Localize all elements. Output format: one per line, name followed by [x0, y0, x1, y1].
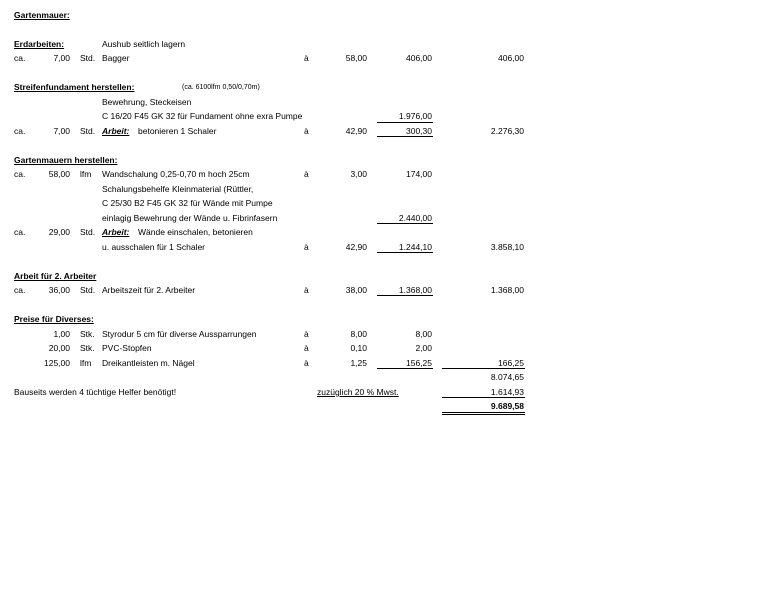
prefix: ca. — [14, 285, 26, 295]
underline — [377, 252, 433, 253]
a-symbol: à — [304, 169, 309, 179]
fundament-line-2-sum: 1.976,00 — [398, 111, 432, 121]
description: Bagger — [102, 53, 130, 63]
unit-price: 3,00 — [350, 169, 367, 179]
a-symbol: à — [304, 126, 309, 136]
quantity: 29,00 — [48, 227, 70, 237]
mwst-amount: 1.614,93 — [490, 387, 524, 397]
item-total: 3.858,10 — [490, 242, 524, 252]
quantity: 7,00 — [53, 126, 70, 136]
description: Dreikantleisten m. Nägel — [102, 358, 195, 368]
a-symbol: à — [304, 358, 309, 368]
mauer-line-6: u. ausschalen für 1 Schaler — [102, 242, 206, 252]
double-underline — [442, 414, 525, 415]
unit-price: 42,90 — [345, 242, 367, 252]
prefix: ca. — [14, 126, 26, 136]
a-symbol: à — [304, 285, 309, 295]
item-sum: 8,00 — [415, 329, 432, 339]
unit: Stk. — [80, 329, 95, 339]
arbeit-label: Arbeit: — [102, 227, 130, 237]
item-total: 406,00 — [498, 53, 524, 63]
description: Styrodur 5 cm für diverse Aussparrungen — [102, 329, 257, 339]
unit: Stk. — [80, 343, 95, 353]
erdarbeiten-desc: Aushub seitlich lagern — [102, 39, 186, 49]
unit: Std. — [80, 126, 96, 136]
section-heading-arbeiter: Arbeit für 2. Arbeiter — [14, 271, 97, 281]
prefix: ca. — [14, 227, 26, 237]
item-sum: 300,30 — [406, 126, 432, 136]
item-sum: 1.368,00 — [398, 285, 432, 295]
item-sum: 406,00 — [406, 53, 432, 63]
unit: Std. — [80, 285, 96, 295]
fundament-line-2: C 16/20 F45 GK 32 für Fundament ohne exra Pumpe — [102, 111, 303, 121]
underline — [377, 368, 433, 369]
unit-price: 42,90 — [345, 126, 367, 136]
mauer-line-4-sum: 2.440,00 — [398, 213, 432, 223]
quantity: 58,00 — [48, 169, 70, 179]
a-symbol: à — [304, 53, 309, 63]
page-title: Gartenmauer: — [14, 10, 70, 20]
quantity: 20,00 — [48, 343, 70, 353]
item-total: 166,25 — [498, 358, 524, 368]
grand-total: 9.689,58 — [490, 401, 524, 411]
quantity: 125,00 — [44, 358, 70, 368]
underline — [377, 295, 433, 296]
underline — [377, 223, 433, 224]
mauer-line-4: einlagig Bewehrung der Wände u. Fibrinfasern — [102, 213, 278, 223]
mauer-line-2: Schalungsbehelfe Kleinmaterial (Rüttler, — [102, 184, 254, 194]
item-sum: 1.244,10 — [398, 242, 432, 252]
section-heading-fundament: Streifenfundament herstellen: — [14, 82, 135, 92]
double-underline — [442, 412, 525, 413]
a-symbol: à — [304, 242, 309, 252]
underline — [442, 397, 525, 398]
item-sum: 156,25 — [406, 358, 432, 368]
underline — [442, 368, 525, 369]
fundament-line-1: Bewehrung, Steckeisen — [102, 97, 192, 107]
description: betonieren 1 Schaler — [138, 126, 217, 136]
description: Wandschalung 0,25-0,70 m hoch 25cm — [102, 169, 250, 179]
item-total: 1.368,00 — [490, 285, 524, 295]
a-symbol: à — [304, 329, 309, 339]
prefix: ca. — [14, 169, 26, 179]
unit: lfm — [80, 169, 92, 179]
unit-price: 38,00 — [345, 285, 367, 295]
unit: lfm — [80, 358, 92, 368]
item-sum: 2,00 — [415, 343, 432, 353]
fundament-note: (ca. 6100lfm 0,50/0,70m) — [182, 84, 260, 91]
mwst-label: zuzüglich 20 % Mwst. — [317, 387, 399, 397]
description: Wände einschalen, betonieren — [138, 227, 253, 237]
arbeit-label: Arbeit: — [102, 126, 130, 136]
description: Arbeitszeit für 2. Arbeiter — [102, 285, 196, 295]
section-heading-diverses: Preise für Diverses: — [14, 314, 94, 324]
helper-note: Bauseits werden 4 tüchtige Helfer benötigt! — [14, 387, 177, 397]
quantity: 36,00 — [48, 285, 70, 295]
section-heading-gartenmauern: Gartenmauern herstellen: — [14, 155, 118, 165]
underline — [377, 122, 433, 123]
mauer-line-3: C 25/30 B2 F45 GK 32 für Wände mit Pumpe — [102, 198, 273, 208]
a-symbol: à — [304, 343, 309, 353]
description: PVC-Stopfen — [102, 343, 152, 353]
unit-price: 58,00 — [345, 53, 367, 63]
subtotal: 8.074,65 — [490, 372, 524, 382]
unit-price: 8,00 — [350, 329, 367, 339]
unit: Std. — [80, 53, 96, 63]
item-total: 2.276,30 — [490, 126, 524, 136]
unit-price: 1,25 — [350, 358, 367, 368]
underline — [377, 136, 433, 137]
prefix: ca. — [14, 53, 26, 63]
unit: Std. — [80, 227, 96, 237]
section-heading-erdarbeiten: Erdarbeiten: — [14, 39, 65, 49]
unit-price: 0,10 — [350, 343, 367, 353]
quantity: 7,00 — [53, 53, 70, 63]
quantity: 1,00 — [53, 329, 70, 339]
item-sum: 174,00 — [406, 169, 432, 179]
